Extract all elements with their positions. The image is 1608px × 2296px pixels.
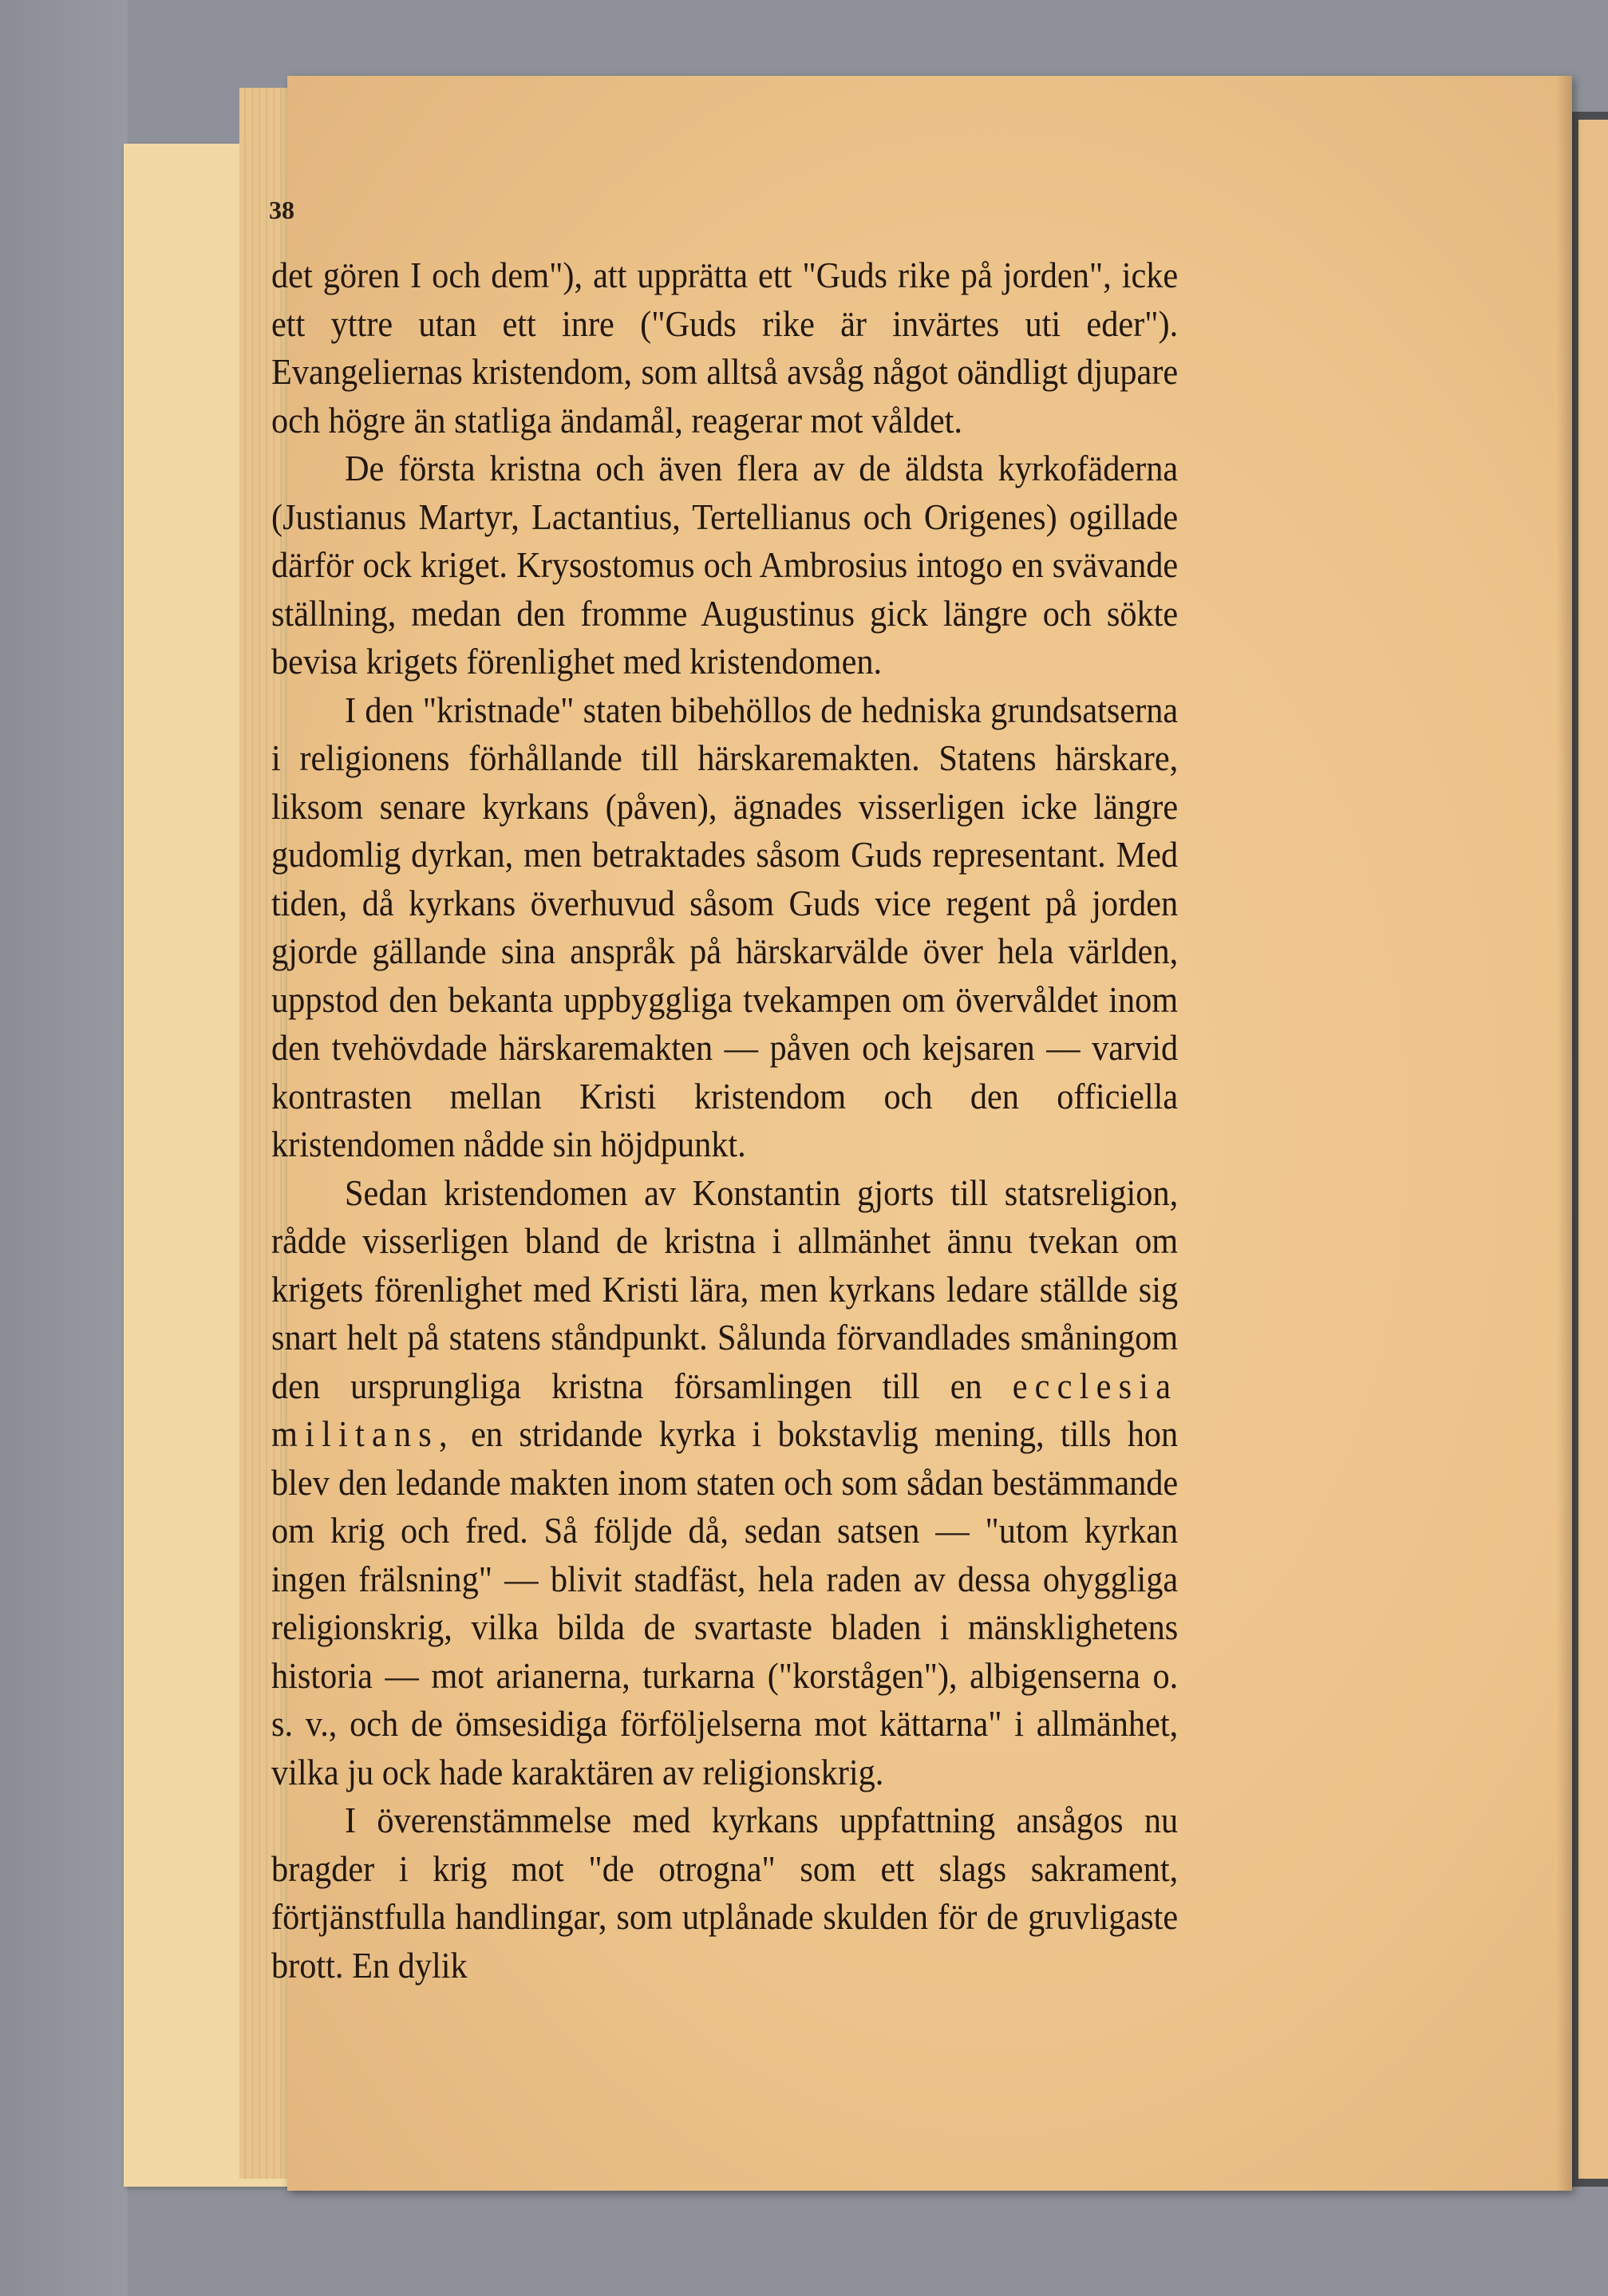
- spaced-latin-phrase: ecclesia militans,: [271, 1365, 1179, 1454]
- paragraph-4-part-2: en stridande kyrka i bokstavlig mening, tills hon blev den ledande makten inom staten och som sådan bestämmande om krig och fred. Så följde då, sedan satsen — "utom kyrkan ingen frälsning" — blivit stadfäst, hela raden av dessa ohyggliga religionskrig, vilka bilda de svartaste bladen i mänsklighetens historia — mot arianerna, turkarna ("korstågen"), albigenserna o. s. v., och de ömsesidiga förföljelserna mot kättarna" i allmänhet, vilka ju ock hade karaktären av religionskrig.: [271, 1413, 1179, 1792]
- paragraph-1: det gören I och dem"), att upprätta ett "Guds rike på jorden", icke ett yttre utan ett inre ("Guds rike är invärtes uti eder"). Evangeliernas kristendom, som alltså avsåg något oändligt djupare och högre än statliga ändamål, reagerar mot våldet.: [271, 255, 1179, 441]
- facing-page-edge: [1578, 120, 1608, 2179]
- paragraph-4-part-1: Sedan kristendomen av Konstantin gjorts till statsreligion, rådde visserligen bland de kristna i allmänhet ännu tvekan om krigets förenlighet med Kristi lära, men kyrkans ledare ställde sig snart helt på statens ståndpunkt. Sålunda förvandlades småningom den ursprungliga kristna församlingen till en: [271, 1172, 1179, 1406]
- paragraph-2: De första kristna och även flera av de äldsta kyrkofäderna (Justianus Martyr, Lactantius, Tertellianus och Origenes) ogillade därför ock kriget. Krysostomus och Ambrosius intogo en svävande ställning, medan den fromme Augustinus gick längre och sökte bevisa krigets förenlighet med kristendomen.: [271, 448, 1179, 682]
- body-text: [271, 251, 1178, 1990]
- paragraph-4: [271, 1169, 1178, 1797]
- paragraph-3: I den "kristnade" staten bibehöllos de hedniska grundsatserna i religionens förhållande till härskaremakten. Statens härskare, liksom senare kyrkans (påven), ägnades visserligen icke längre gudomlig dyrkan, men betraktades såsom Guds representant. Med tiden, då kyrkans överhuvud såsom Guds vice regent på jorden gjorde gällande sina anspråk på härskarvälde över hela världen, uppstod den bekanta uppbyggliga tvekampen om övervåldet inom den tvehövdade härskaremakten — påven och kejsaren — varvid kontrasten mellan Kristi kristendom och den officiella kristendomen nådde sin höjdpunkt.: [271, 689, 1179, 1164]
- background: [0, 0, 128, 2296]
- page-number: 38: [269, 196, 294, 224]
- paragraph-5: I överenstämmelse med kyrkans uppfattning ansågos nu bragder i krig mot "de otrogna" som ett slags sakrament, förtjänstfulla handlingar, som utplånade skulden för de gruvligaste brott. En dylik: [271, 1800, 1179, 1986]
- page-spine-shadow: [1556, 76, 1572, 2191]
